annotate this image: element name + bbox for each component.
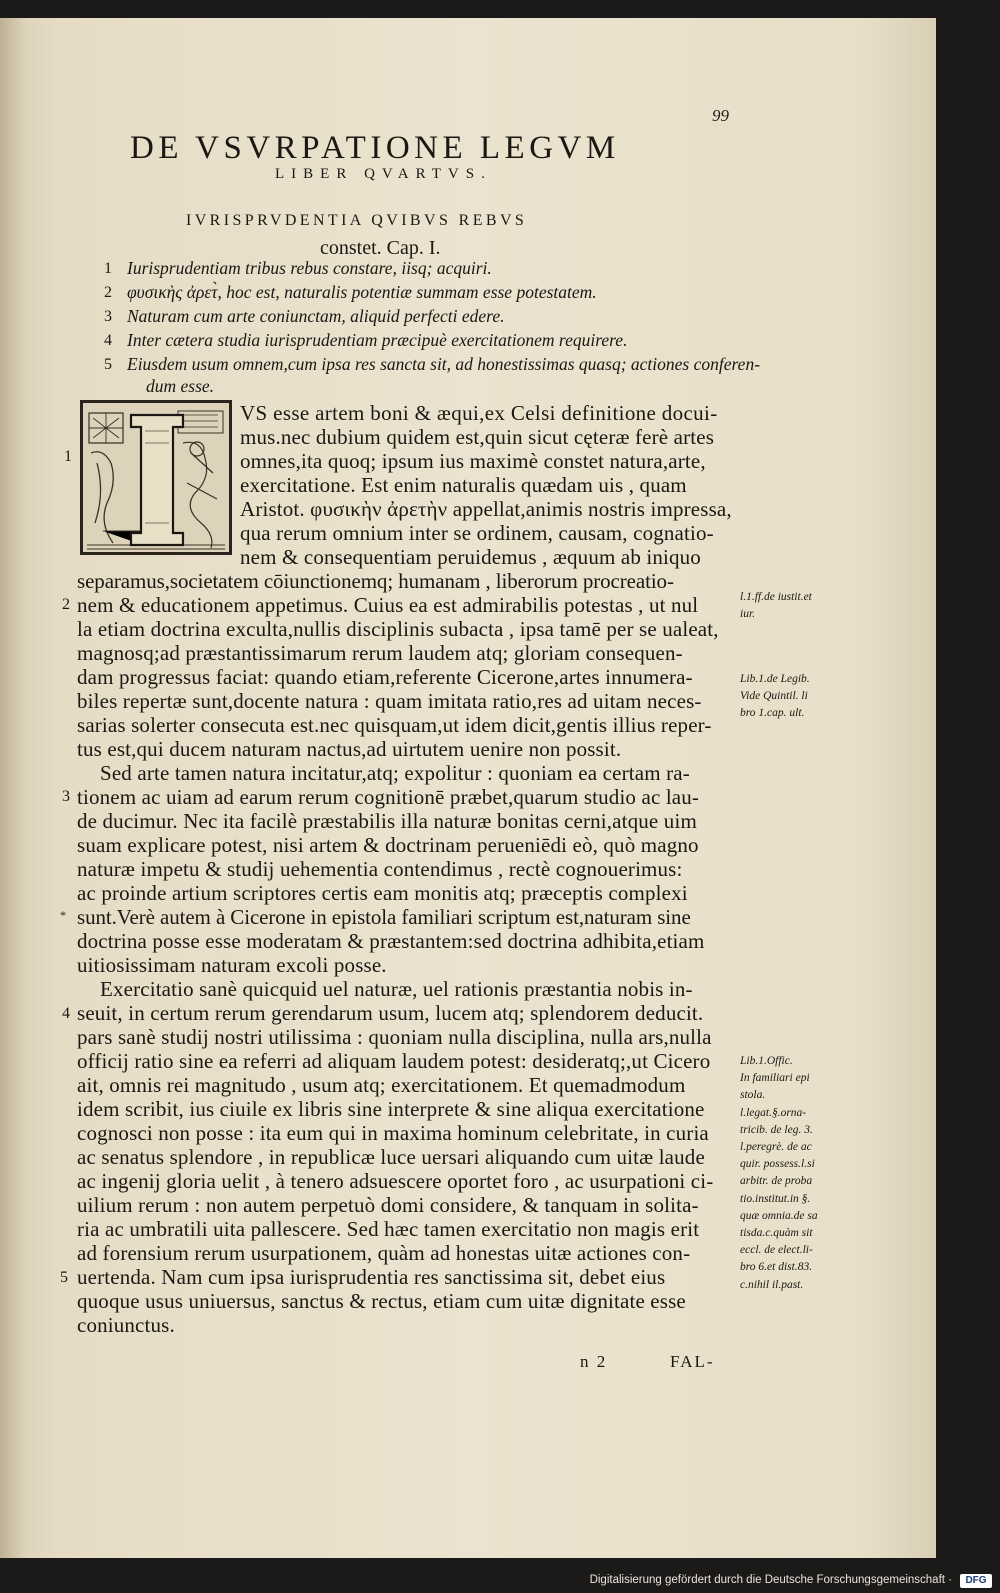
summary-number: 1 bbox=[104, 260, 112, 277]
summary-item: dum esse. bbox=[146, 376, 215, 396]
text-line: suam explicare potest, nisi artem & doctrinam perueniēdi eò, quò magno bbox=[77, 833, 699, 857]
dfg-logo bbox=[960, 1574, 992, 1588]
text-line: cognosci non posse : ita eum qui in maxima hominum celebritate, in curia bbox=[77, 1121, 709, 1145]
chapter-heading: IVRISPRVDENTIA QVIBVS REBVS bbox=[186, 212, 528, 229]
text-line: Exercitatio sanè quicquid uel naturæ, uel rationis præstantia nobis in- bbox=[100, 977, 693, 1001]
margin-number: 4 bbox=[62, 1005, 70, 1022]
margin-number: 3 bbox=[62, 788, 70, 805]
text-line: VS esse artem boni & æqui,ex Celsi definitione docui- bbox=[240, 401, 718, 425]
dfg-logo-text: DFG bbox=[965, 1575, 987, 1586]
text-line: tus est,qui ducem naturam nactus,ad uirtutem uenire non possit. bbox=[77, 737, 622, 761]
summary-number: 5 bbox=[104, 356, 112, 373]
summary-item: Naturam cum arte coniunctam, aliquid perfecti edere. bbox=[127, 306, 505, 326]
text-line: officij ratio sine ea referri ad aliquam laudem potest: desideratq;,ut Cicero bbox=[77, 1049, 711, 1073]
book-page bbox=[0, 18, 936, 1558]
text-line: tionem ac uiam ad earum rerum cognitionē præbet,quarum studio ac lau- bbox=[77, 785, 700, 809]
text-line: pars sanè studij nostri utilissima : quoniam nulla disciplina, nulla ars,nulla bbox=[77, 1025, 712, 1049]
text-line: ac ingenij gloria uelit , à tenero adsuescere oportet foro , ac usurpationi ci- bbox=[77, 1169, 714, 1193]
text-line: Aristot. φυσικὴν ἀρετὴν appellat,animis nostris impressa, bbox=[240, 497, 732, 521]
text-line: omnes,ita quoq; ipsum ius maximè constet natura,arte, bbox=[240, 449, 706, 473]
catchword: FAL- bbox=[670, 1352, 715, 1371]
text-line: doctrina posse esse moderatam & præstantem:sed doctrina adhibita,etiam bbox=[77, 929, 705, 953]
sidenote: Lib.1.de Legib. Vide Quintil. li bro 1.cap. ult. bbox=[740, 673, 810, 720]
decorated-initial bbox=[80, 400, 232, 555]
text-line: qua rerum omnium inter se ordinem, causam, cognatio- bbox=[240, 521, 714, 545]
margin-number: 2 bbox=[62, 596, 70, 613]
text-line: ria ac umbratili uita pallescere. Sed hæc tamen exercitatio non magis erit bbox=[77, 1217, 700, 1241]
text-line: mus.nec dubium quidem est,quin sicut cęteræ ferè artes bbox=[240, 425, 715, 449]
summary-number: 4 bbox=[104, 332, 112, 349]
text-line: uertenda. Nam cum ipsa iurisprudentia res sanctissima sit, debet eius bbox=[77, 1265, 666, 1289]
summary-item: φυσικὴς ἀρετ̀, hoc est, naturalis potentiæ summam esse potestatem. bbox=[127, 282, 597, 302]
text-line: naturæ impetu & studij uehementia contendimus , rectè cognouerimus: bbox=[77, 857, 683, 881]
summary-number: 3 bbox=[104, 308, 112, 325]
summary-number: 2 bbox=[104, 284, 112, 301]
margin-number: 5 bbox=[60, 1269, 68, 1286]
text-line: biles repertæ sunt,docente natura : quam imitata ratio,res ad uitam neces- bbox=[77, 689, 702, 713]
text-line: exercitatione. Est enim naturalis quædam uis , quam bbox=[240, 473, 687, 497]
text-line: uilium rerum : non autem perpetuò domi considere, & tanquam in solita- bbox=[77, 1193, 699, 1217]
text-line: Sed arte tamen natura incitatur,atq; expolitur : quoniam ea certam ra- bbox=[100, 761, 690, 785]
text-line: quoque usus uniuersus, sanctus & rectus, etiam cum uitæ dignitate esse bbox=[77, 1289, 686, 1313]
book-subtitle: LIBER QVARTVS. bbox=[275, 166, 492, 182]
text-line: sunt.Verè autem à Cicerone in epistola familiari scriptum est,naturam sine bbox=[77, 905, 691, 929]
summary-item: Eiusdem usum omnem,cum ipsa res sancta sit, ad honestissimas quasq; actiones conferen- bbox=[127, 354, 761, 374]
text-line: nem & educationem appetimus. Cuius ea est admirabilis potestas , ut nul bbox=[77, 593, 699, 617]
text-line: ac senatus splendore , in republicæ luce uersari aliquando cum uitæ laude bbox=[77, 1145, 705, 1169]
chapter-heading-line2: constet. Cap. I. bbox=[320, 237, 441, 259]
sidenote: Lib.1.Offic. In familiari epi stola. l.legat.§.orna- tricib. de leg. 3. l.peregrè. de ac quir. possess.l.si arbitr. de proba tio.institut.in §. quæ omnia.de sa tisda.c.quàm sit eccl. de elect.li- bro 6.et dist.83. c.nihil il.past. bbox=[740, 1055, 818, 1291]
text-line: seuit, in certum rerum gerendarum usum, lucem atq; splendorem deducit. bbox=[77, 1001, 704, 1025]
text-line: ad forensium rerum usurpationem, quàm ad honestas uitæ actiones con- bbox=[77, 1241, 691, 1265]
woodcut-initial-icon bbox=[83, 403, 229, 552]
summary-item: Iurisprudentiam tribus rebus constare, iisq; acquiri. bbox=[127, 258, 492, 278]
folio-number: 99 bbox=[712, 106, 729, 125]
text-line: dam progressus faciat: quando etiam,referente Cicerone,artes innumera- bbox=[77, 665, 693, 689]
text-line: la etiam doctrina exculta,nullis disciplinis subacta , ipsa tamē per se ualeat, bbox=[77, 617, 719, 641]
margin-mark: * bbox=[60, 908, 66, 922]
text-line: coniunctus. bbox=[77, 1313, 175, 1337]
text-line: ait, omnis rei magnitudo , usum atq; exercitationem. Et quemadmodum bbox=[77, 1073, 686, 1097]
funder-text: Digitalisierung gefördert durch die Deutsche Forschungsgemeinschaft · bbox=[589, 1574, 952, 1586]
summary-item: Inter cætera studia iurisprudentiam præcipuè exercitationem requirere. bbox=[127, 330, 628, 350]
text-line: magnosq;ad præstantissimarum rerum laudem atq; gloriam consequen- bbox=[77, 641, 683, 665]
text-line: separamus,societatem cōiunctionemq; humanam , liberorum procreatio- bbox=[77, 569, 674, 593]
signature-mark: n 2 bbox=[580, 1352, 608, 1371]
text-line: nem & consequentiam peruidemus , æquum ab iniquo bbox=[240, 545, 701, 569]
funding-banner bbox=[0, 1570, 1000, 1593]
text-line: idem scribit, ius ciuile ex libris sine interprete & sine aliqua exercitatione bbox=[77, 1097, 705, 1121]
text-line: de ducimur. Nec ita facilè præstabilis illa naturæ bonitas cerni,atque uim bbox=[77, 809, 697, 833]
margin-number: 1 bbox=[64, 448, 72, 465]
book-title: DE VSVRPATIONE LEGVM bbox=[130, 130, 620, 166]
text-line: sarias solerter consecuta est.nec quisquam,ut idem dicit,gentis illius reper- bbox=[77, 713, 712, 737]
text-line: ac proinde artium scriptores certis eam monitis atq; præceptis complexi bbox=[77, 881, 688, 905]
sidenote: l.1.ff.de iustit.et iur. bbox=[740, 591, 812, 621]
text-line: uitiosissimam naturam excoli posse. bbox=[77, 953, 387, 977]
